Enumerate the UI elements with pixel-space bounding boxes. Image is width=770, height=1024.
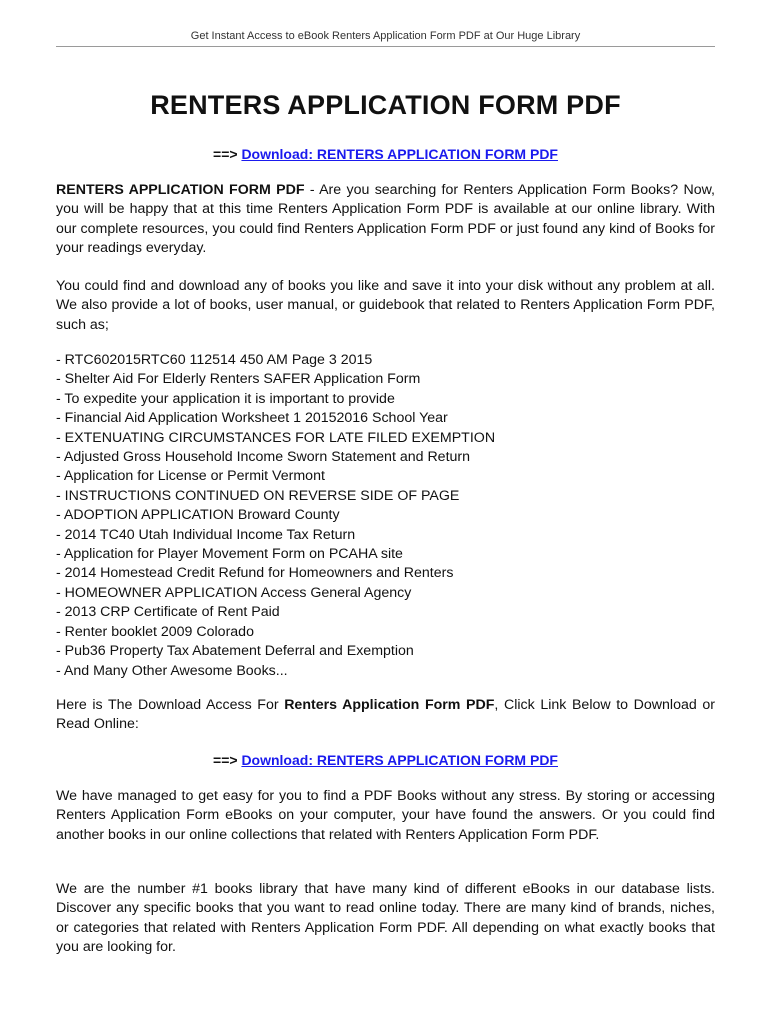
access-pre: Here is The Download Access For	[56, 697, 285, 713]
library-paragraph: We are the number #1 books library that have many kind of different eBooks in our database lists. Discover any specific books that you want to read online today. There are many kind of brands, niches, or categories that related with Renters Application Form PDF. All depending on what exactly books that you are looking for.	[56, 881, 715, 956]
book-list-item: - Pub36 Property Tax Abatement Deferral and Exemption	[56, 643, 414, 660]
download-link-bottom[interactable]: Download: RENTERS APPLICATION FORM PDF	[241, 752, 558, 768]
intro-paragraph	[56, 181, 715, 259]
access-post: , Click Link Below to Download or Read Online:	[56, 697, 715, 733]
book-list-item: - And Many Other Awesome Books...	[56, 662, 288, 679]
download-line-bottom	[56, 752, 715, 768]
book-list-item: - Financial Aid Application Worksheet 1 20152016 School Year	[56, 410, 448, 427]
book-list-item: - 2014 TC40 Utah Individual Income Tax Return	[56, 526, 356, 543]
book-list-item: - ADOPTION APPLICATION Broward County	[56, 507, 340, 524]
download-link-top[interactable]: Download: RENTERS APPLICATION FORM PDF	[241, 146, 558, 162]
page-title: RENTERS APPLICATION FORM PDF	[150, 90, 621, 120]
header-divider	[56, 46, 715, 47]
book-list-item: - Renter booklet 2009 Colorado	[56, 623, 254, 640]
book-list-item: - HOMEOWNER APPLICATION Access General Agency	[56, 584, 412, 601]
book-list-item: - Application for Player Movement Form on PCAHA site	[56, 546, 403, 563]
book-list-item: - Application for License or Permit Vermont	[56, 468, 325, 485]
book-list-item: - 2013 CRP Certificate of Rent Paid	[56, 604, 280, 621]
intro-text: - Are you searching for Renters Application Form Books? Now, you will be happy that at this time Renters Application Form PDF is available at our online library. With our complete resources, you could find Renters Application Form PDF or just found any kind of Books for your readings everyday.	[56, 182, 715, 257]
book-list	[56, 351, 715, 681]
book-list-item: - 2014 Homestead Credit Refund for Homeowners and Renters	[56, 565, 454, 582]
managed-paragraph: We have managed to get easy for you to find a PDF Books without any stress. By storing or accessing Renters Application Form eBooks on your computer, your have found the answers. Or you could find another books in our online collections that related with Renters Application Form PDF.	[56, 788, 715, 843]
book-list-item: - Adjusted Gross Household Income Sworn Statement and Return	[56, 449, 471, 466]
header-banner: Get Instant Access to eBook Renters Application Form PDF at Our Huge Library	[190, 30, 581, 42]
book-list-item: - To expedite your application it is important to provide	[56, 390, 395, 407]
book-list-item: - INSTRUCTIONS CONTINUED ON REVERSE SIDE OF PAGE	[56, 487, 460, 504]
access-paragraph	[56, 696, 715, 735]
intro-bold-lead: RENTERS APPLICATION FORM PDF	[56, 182, 305, 198]
book-list-item: - Shelter Aid For Elderly Renters SAFER Application Form	[56, 371, 421, 388]
resources-paragraph: You could find and download any of books you like and save it into your disk without any problem at all. We also provide a lot of books, user manual, or guidebook that related to Renters Application Form PDF, such as;	[56, 278, 715, 333]
book-list-item: - EXTENUATING CIRCUMSTANCES FOR LATE FILED EXEMPTION	[56, 429, 496, 446]
download-arrow: ==>	[213, 752, 238, 768]
book-list-item: - RTC602015RTC60 112514 450 AM Page 3 2015	[56, 352, 373, 368]
download-arrow: ==>	[213, 146, 238, 162]
download-line-top	[56, 146, 715, 162]
access-bold: Renters Application Form PDF	[284, 697, 495, 713]
